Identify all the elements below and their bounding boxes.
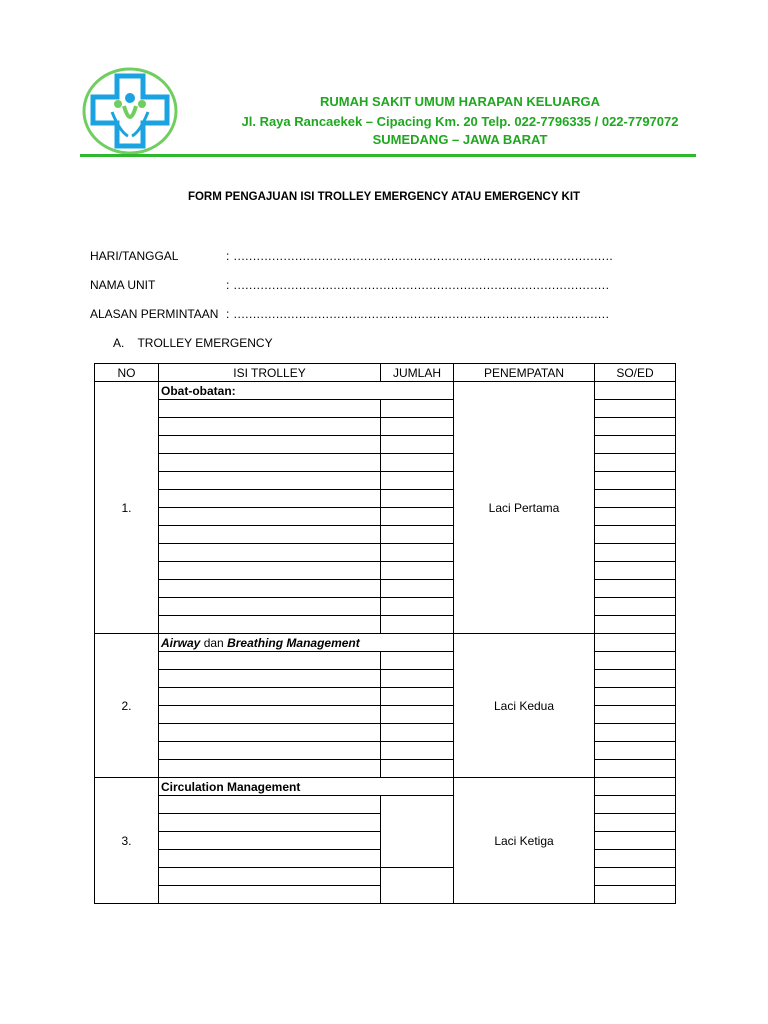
- item-cell[interactable]: [159, 832, 381, 850]
- qty-cell[interactable]: [381, 796, 454, 868]
- so-ed-cell[interactable]: [595, 580, 676, 598]
- qty-cell[interactable]: [381, 454, 454, 472]
- item-cell[interactable]: [159, 886, 381, 904]
- so-ed-cell[interactable]: [595, 706, 676, 724]
- qty-cell[interactable]: [381, 724, 454, 742]
- item-cell[interactable]: [159, 814, 381, 832]
- item-cell[interactable]: [159, 418, 381, 436]
- qty-cell[interactable]: [381, 616, 454, 634]
- item-cell[interactable]: [159, 688, 381, 706]
- so-ed-cell[interactable]: [595, 508, 676, 526]
- header-no: NO: [95, 364, 159, 382]
- item-cell[interactable]: [159, 670, 381, 688]
- so-ed-cell[interactable]: [595, 490, 676, 508]
- item-cell[interactable]: [159, 652, 381, 670]
- header-penempatan: PENEMPATAN: [454, 364, 595, 382]
- item-cell[interactable]: [159, 490, 381, 508]
- so-ed-cell[interactable]: [595, 742, 676, 760]
- item-cell[interactable]: [159, 544, 381, 562]
- form-title: FORM PENGAJUAN ISI TROLLEY EMERGENCY ATAU EMERGENCY KIT: [187, 191, 581, 203]
- trolley-table: [94, 363, 676, 904]
- item-cell[interactable]: [159, 562, 381, 580]
- qty-cell[interactable]: [381, 400, 454, 418]
- item-cell[interactable]: [159, 850, 381, 868]
- qty-cell[interactable]: [381, 742, 454, 760]
- so-ed-cell[interactable]: [595, 688, 676, 706]
- field-unit-label: NAMA UNIT: [90, 278, 156, 292]
- so-ed-cell[interactable]: [595, 886, 676, 904]
- qty-cell[interactable]: [381, 706, 454, 724]
- table-row: [95, 382, 676, 400]
- so-ed-cell[interactable]: [595, 652, 676, 670]
- so-ed-cell[interactable]: [595, 454, 676, 472]
- hospital-name: RUMAH SAKIT UMUM HARAPAN KELUARGA: [320, 94, 600, 109]
- table-row: [95, 778, 676, 796]
- qty-cell[interactable]: [381, 598, 454, 616]
- hospital-address: Jl. Raya Rancaekek – Cipacing Km. 20 Telp. 022-7796335 / 022-7797072: [241, 114, 679, 129]
- item-cell[interactable]: [159, 724, 381, 742]
- group-title-italic-1: Airway: [161, 635, 201, 650]
- item-cell[interactable]: [159, 526, 381, 544]
- so-ed-cell[interactable]: [595, 814, 676, 832]
- so-ed-cell[interactable]: [595, 544, 676, 562]
- item-cell[interactable]: [159, 580, 381, 598]
- medical-cross-family-logo-icon: [80, 66, 180, 156]
- table-row: [95, 634, 676, 652]
- so-ed-cell[interactable]: [595, 616, 676, 634]
- section-heading: A. TROLLEY EMERGENCY: [113, 336, 273, 350]
- so-ed-cell[interactable]: [595, 868, 676, 886]
- so-ed-cell[interactable]: [595, 418, 676, 436]
- field-reason-label: ALASAN PERMINTAAN: [90, 307, 219, 321]
- qty-cell[interactable]: [381, 544, 454, 562]
- header-so-ed: SO/ED: [595, 364, 676, 382]
- qty-cell[interactable]: [381, 580, 454, 598]
- so-ed-cell[interactable]: [595, 562, 676, 580]
- qty-cell[interactable]: [381, 760, 454, 778]
- so-ed-cell[interactable]: [595, 400, 676, 418]
- item-cell[interactable]: [159, 796, 381, 814]
- so-ed-cell[interactable]: [595, 760, 676, 778]
- item-cell[interactable]: [159, 400, 381, 418]
- item-cell[interactable]: [159, 454, 381, 472]
- hospital-region: SUMEDANG – JAWA BARAT: [372, 132, 548, 147]
- qty-cell[interactable]: [381, 436, 454, 454]
- qty-cell[interactable]: [381, 418, 454, 436]
- qty-cell[interactable]: [381, 562, 454, 580]
- item-cell[interactable]: [159, 706, 381, 724]
- group-number: 1.: [95, 382, 159, 634]
- qty-cell[interactable]: [381, 490, 454, 508]
- so-ed-cell[interactable]: [595, 778, 676, 796]
- header-divider: [80, 154, 696, 157]
- qty-cell[interactable]: [381, 670, 454, 688]
- qty-cell[interactable]: [381, 526, 454, 544]
- item-cell[interactable]: [159, 868, 381, 886]
- group-placement: Laci Kedua: [454, 634, 595, 778]
- field-date-value[interactable]: : ...................................................................................................: [226, 249, 614, 263]
- field-reason-value[interactable]: : ..................................................................................................: [226, 307, 610, 321]
- item-cell[interactable]: [159, 508, 381, 526]
- so-ed-cell[interactable]: [595, 598, 676, 616]
- header-isi-trolley: ISI TROLLEY: [159, 364, 381, 382]
- group-placement: Laci Ketiga: [454, 778, 595, 904]
- field-unit-value[interactable]: : ..................................................................................................: [226, 278, 610, 292]
- group-placement: Laci Pertama: [454, 382, 595, 634]
- so-ed-cell[interactable]: [595, 850, 676, 868]
- so-ed-cell[interactable]: [595, 832, 676, 850]
- so-ed-cell[interactable]: [595, 724, 676, 742]
- item-cell[interactable]: [159, 598, 381, 616]
- so-ed-cell[interactable]: [595, 526, 676, 544]
- item-cell[interactable]: [159, 742, 381, 760]
- item-cell[interactable]: [159, 436, 381, 454]
- group-title: [159, 634, 454, 652]
- group-title: Circulation Management: [159, 778, 454, 796]
- header-jumlah: JUMLAH: [381, 364, 454, 382]
- so-ed-cell[interactable]: [595, 670, 676, 688]
- table-header-row: [95, 364, 676, 382]
- so-ed-cell[interactable]: [595, 634, 676, 652]
- item-cell[interactable]: [159, 616, 381, 634]
- qty-cell[interactable]: [381, 652, 454, 670]
- qty-cell[interactable]: [381, 688, 454, 706]
- qty-cell[interactable]: [381, 472, 454, 490]
- qty-cell[interactable]: [381, 868, 454, 904]
- group-number: 3.: [95, 778, 159, 904]
- group-title-mid: dan: [200, 635, 228, 650]
- item-cell[interactable]: [159, 760, 381, 778]
- field-date-label: HARI/TANGGAL: [90, 249, 179, 263]
- so-ed-cell[interactable]: [595, 796, 676, 814]
- so-ed-cell[interactable]: [595, 472, 676, 490]
- group-title: Obat-obatan:: [159, 382, 454, 400]
- group-number: 2.: [95, 634, 159, 778]
- so-ed-cell[interactable]: [595, 436, 676, 454]
- so-ed-cell[interactable]: [595, 382, 676, 400]
- group-title-italic-2: Breathing Management: [227, 635, 360, 650]
- qty-cell[interactable]: [381, 508, 454, 526]
- item-cell[interactable]: [159, 472, 381, 490]
